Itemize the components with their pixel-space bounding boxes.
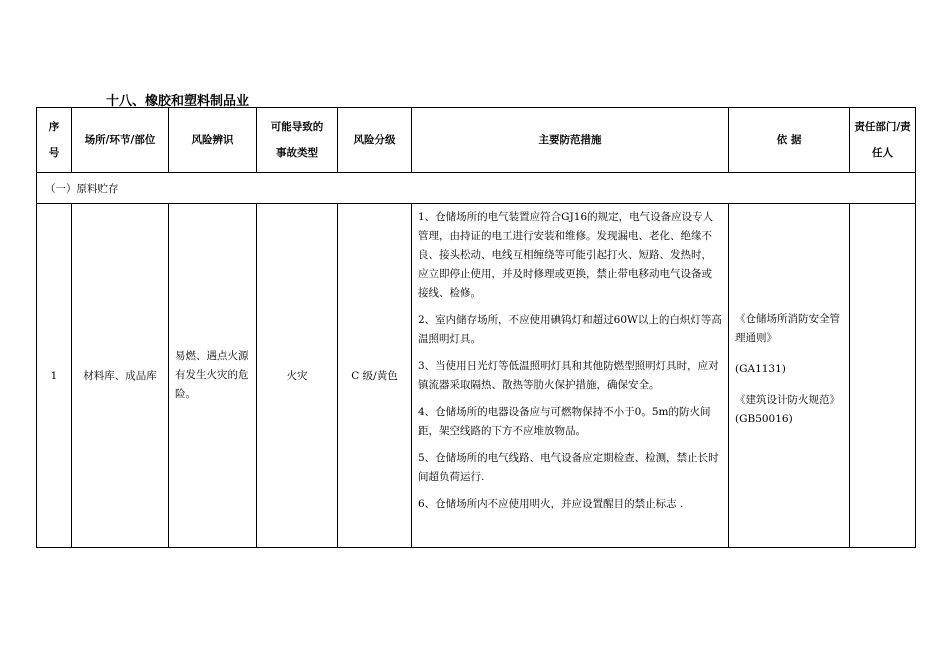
measure-item: 1、仓储场所的电气装置应符合GJ16的规定，电气设备应设专人管理，由持证的电工进行安装和维修。发现漏电、老化、绝缘不良、接头松动、电线互相缠绕等可能引起打火、短路、发热时，应立即停止使用，并及时修理或更换，禁止带电移动电气设备或接线、检修。 bbox=[418, 211, 714, 299]
row-no: 1 bbox=[37, 204, 72, 548]
basis-item: 《仓储场所消防安全管理通则》 bbox=[735, 313, 840, 344]
header-location: 场所/环节/部位 bbox=[72, 108, 169, 173]
page-title: 十八、橡胶和塑料制品业 bbox=[106, 94, 250, 109]
measure-item: 6、仓储场所内不应使用明火，并应设置醒目的禁止标志 . bbox=[418, 498, 684, 510]
row-responsible bbox=[850, 204, 916, 548]
row-risk-level: C 级/黄色 bbox=[338, 204, 412, 548]
measure-item: 4、仓储场所的电器设备应与可燃物保持不小于0。5m的防火间距，架空线路的下方不应堆放物品。 bbox=[418, 406, 711, 437]
measure-item: 3、当使用日光灯等低温照明灯具和其他防燃型照明灯具时，应对镇流器采取隔热、散热等肋火保护措施，确保安全。 bbox=[418, 360, 719, 391]
row-basis bbox=[729, 204, 850, 548]
basis-item: (GA1131) bbox=[735, 363, 786, 375]
section-row bbox=[37, 173, 916, 204]
header-measures: 主要防范措施 bbox=[412, 108, 729, 173]
measure-item: 5、仓储场所的电气线路、电气设备应定期检查、检测，禁止长时间超负荷运行. bbox=[418, 452, 719, 483]
header-basis: 依 据 bbox=[729, 108, 850, 173]
row-measures bbox=[412, 204, 729, 548]
table-row bbox=[37, 204, 916, 548]
header-no: 序 号 bbox=[37, 108, 72, 173]
section-title: （一）原料贮存 bbox=[37, 173, 916, 204]
header-row bbox=[37, 108, 916, 173]
row-risk-id: 易燃、遇点火源有发生火灾的危险。 bbox=[169, 204, 257, 548]
basis-item: 《建筑设计防火规范》(GB50016) bbox=[735, 394, 840, 425]
risk-table bbox=[36, 107, 916, 548]
row-accident-type: 火灾 bbox=[257, 204, 338, 548]
header-risk-level: 风险分级 bbox=[338, 108, 412, 173]
header-responsible: 责任部门/责任人 bbox=[850, 108, 916, 173]
measure-item: 2、室内储存场所，不应使用碘钨灯和超过60W以上的白炽灯等高温照明灯具。 bbox=[418, 314, 722, 345]
header-risk-id: 风险辨识 bbox=[169, 108, 257, 173]
header-accident-type: 可能导致的事故类型 bbox=[257, 108, 338, 173]
row-location: 材料库、成品库 bbox=[72, 204, 169, 548]
